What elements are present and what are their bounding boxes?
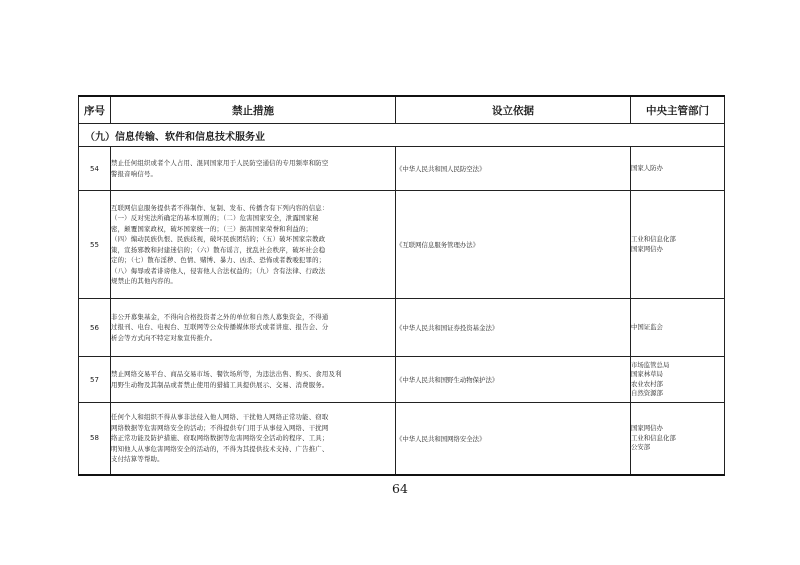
department-line: 自然资源部: [631, 389, 663, 397]
row-index: 57: [79, 357, 111, 403]
row-basis: 《互联网信息服务管理办法》: [396, 191, 631, 299]
measure-line: 过报刊、电台、电视台、互联网等公众传播媒体形式或者讲座、报告会、分: [111, 323, 329, 332]
row-department: [631, 403, 725, 475]
department-line: 国家网信办: [631, 244, 663, 253]
row-department: [631, 191, 725, 299]
section-title: （九）信息传输、软件和信息技术服务业: [79, 124, 725, 147]
table-row: [79, 357, 725, 403]
row-measure: [111, 299, 396, 357]
row-measure: [111, 357, 396, 403]
measure-line: 明知他人从事危害网络安全的活动的，不得为其提供技术支持、广告推广、: [111, 444, 329, 453]
measure-line: 非公开募集基金，不得向合格投资者之外的单位和自然人募集资金，不得通: [111, 312, 329, 321]
table-row: [79, 191, 725, 299]
row-department: [631, 147, 725, 191]
table-body: [79, 147, 725, 475]
measure-line: 密，颠覆国家政权，破坏国家统一的；（三）损害国家荣誉和利益的；: [111, 224, 313, 233]
department-line: 中国证监会: [631, 322, 663, 331]
table-row: [79, 147, 725, 191]
row-measure: [111, 191, 396, 299]
department-line: 工业和信息化部: [631, 235, 676, 243]
header-index: 序号: [79, 96, 111, 124]
department-line: 农业农村部: [631, 379, 663, 388]
measure-line: 定的；（七）散布淫秽、色情、赌博、暴力、凶杀、恐怖或者教唆犯罪的；: [111, 256, 326, 264]
header-measure: 禁止措施: [111, 96, 396, 124]
measure-line: 禁止任何组织或者个人占用、混同国家用于人民防空通信的专用频率和防空: [111, 159, 329, 167]
page-number: 64: [392, 481, 408, 496]
measure-line: 禁止网络交易平台、商品交易市场、餐饮场所等，为违法出售、购买、食用及利: [111, 370, 342, 378]
department-line: 国家林草局: [631, 370, 663, 378]
measure-line: 规禁止的其他内容的。: [111, 277, 177, 285]
department-line: 公安部: [631, 443, 651, 451]
row-basis: 《中华人民共和国网络安全法》: [396, 403, 631, 475]
row-department: [631, 299, 725, 357]
header-basis: 设立依据: [396, 96, 631, 124]
row-measure: [111, 147, 396, 191]
measure-line: 互联网信息服务提供者不得制作、复制、发布、传播含有下列内容的信息：: [111, 203, 329, 212]
row-department: [631, 357, 725, 403]
measure-line: 析会等方式向不特定对象宣传推介。: [111, 333, 217, 342]
measures-table: [78, 95, 725, 476]
table-row: [79, 299, 725, 357]
measure-line: 策，宣扬邪教和封建迷信的；（六）散布谣言，扰乱社会秩序，破坏社会稳: [111, 245, 326, 254]
table-row: [79, 403, 725, 475]
measure-line: （四）煽动民族仇恨、民族歧视，破坏民族团结的；（五）破坏国家宗教政: [111, 235, 326, 243]
row-basis: 《中华人民共和国证券投资基金法》: [396, 299, 631, 357]
department-line: 工业和信息化部: [631, 433, 676, 442]
row-basis: 《中华人民共和国野生动物保护法》: [396, 357, 631, 403]
section-row: [79, 124, 725, 147]
measure-line: （一）反对宪法所确定的基本原则的；（二）危害国家安全，泄露国家秘: [111, 214, 319, 222]
department-line: 市场监管总局: [631, 360, 670, 369]
measure-line: 用野生动物及其制品或者禁止使用的猎捕工具提供展示、交易、消费服务。: [111, 380, 329, 389]
row-index: 54: [79, 147, 111, 191]
department-line: 国家网信办: [631, 424, 663, 432]
row-measure: [111, 403, 396, 475]
row-index: 56: [79, 299, 111, 357]
measure-line: 警报音响信号。: [111, 169, 158, 178]
measure-line: 网络数据等危害网络安全的活动；不得提供专门用于从事侵入网络、干扰网: [111, 423, 329, 432]
department-line: 国家人防办: [631, 163, 663, 172]
measure-line: （八）侮辱或者诽谤他人，侵害他人合法权益的；（九）含有法律、行政法: [111, 266, 326, 275]
header-department: 中央主管部门: [631, 96, 725, 124]
measure-line: 络正常功能及防护措施、窃取网络数据等危害网络安全活动的程序、工具；: [111, 434, 329, 442]
row-index: 58: [79, 403, 111, 475]
measure-line: 支付结算等帮助。: [111, 455, 164, 463]
table-header-row: [79, 96, 725, 124]
measure-line: 任何个人和组织不得从事非法侵入他人网络、干扰他人网络正常功能、窃取: [111, 413, 329, 421]
row-index: 55: [79, 191, 111, 299]
row-basis: 《中华人民共和国人民防空法》: [396, 147, 631, 191]
